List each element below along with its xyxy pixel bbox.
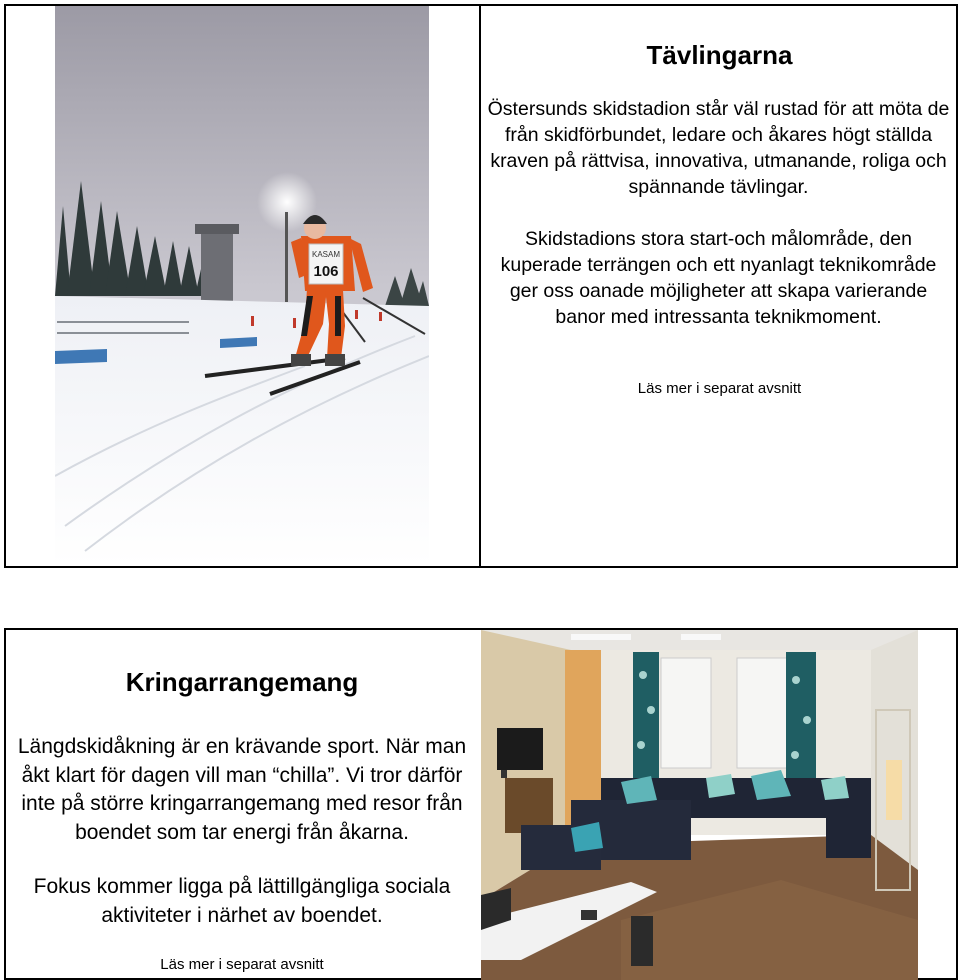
competitions-paragraph-1: Östersunds skidstadion står väl rustad för att möta de från skidförbundet, ledare och åkares högt ställda kraven på rättvisa, innovativa, utmanande, roliga och spännande tävlingar. xyxy=(487,98,950,198)
side-events-read-more-link[interactable]: Läs mer i separat avsnitt xyxy=(160,956,324,973)
competitions-read-more-link[interactable]: Läs mer i separat avsnitt xyxy=(637,380,802,397)
lounge-photo-graphic xyxy=(481,630,918,980)
section-divider xyxy=(479,4,481,568)
bib-number: 106 xyxy=(313,263,339,280)
side-events-paragraph-1: Längdskidåkning är en krävande sport. När man åkt klart för dagen vill man “chilla”. Vi tror därför inte på större kringarrangemang med resor från boendet som tar energi från åkarna. xyxy=(17,735,467,844)
skier-photo-graphic xyxy=(55,6,429,566)
skier-photo xyxy=(55,6,429,566)
lounge-photo xyxy=(481,630,918,980)
competitions-title: Tävlingarna xyxy=(646,40,793,70)
competitions-paragraph-2: Skidstadions stora start-och målområde, den kuperade terrängen och ett nyanlagt teknikområde ger oss oanade möjligheter att skapa varierande banor med intressanta teknikmoment. xyxy=(500,228,937,328)
bib-sponsor: KASAM xyxy=(311,250,341,259)
side-events-title: Kringarrangemang xyxy=(125,667,359,697)
side-events-paragraph-2: Fokus kommer ligga på lättillgängliga sociala aktiviteter i närhet av boendet. xyxy=(33,875,451,927)
